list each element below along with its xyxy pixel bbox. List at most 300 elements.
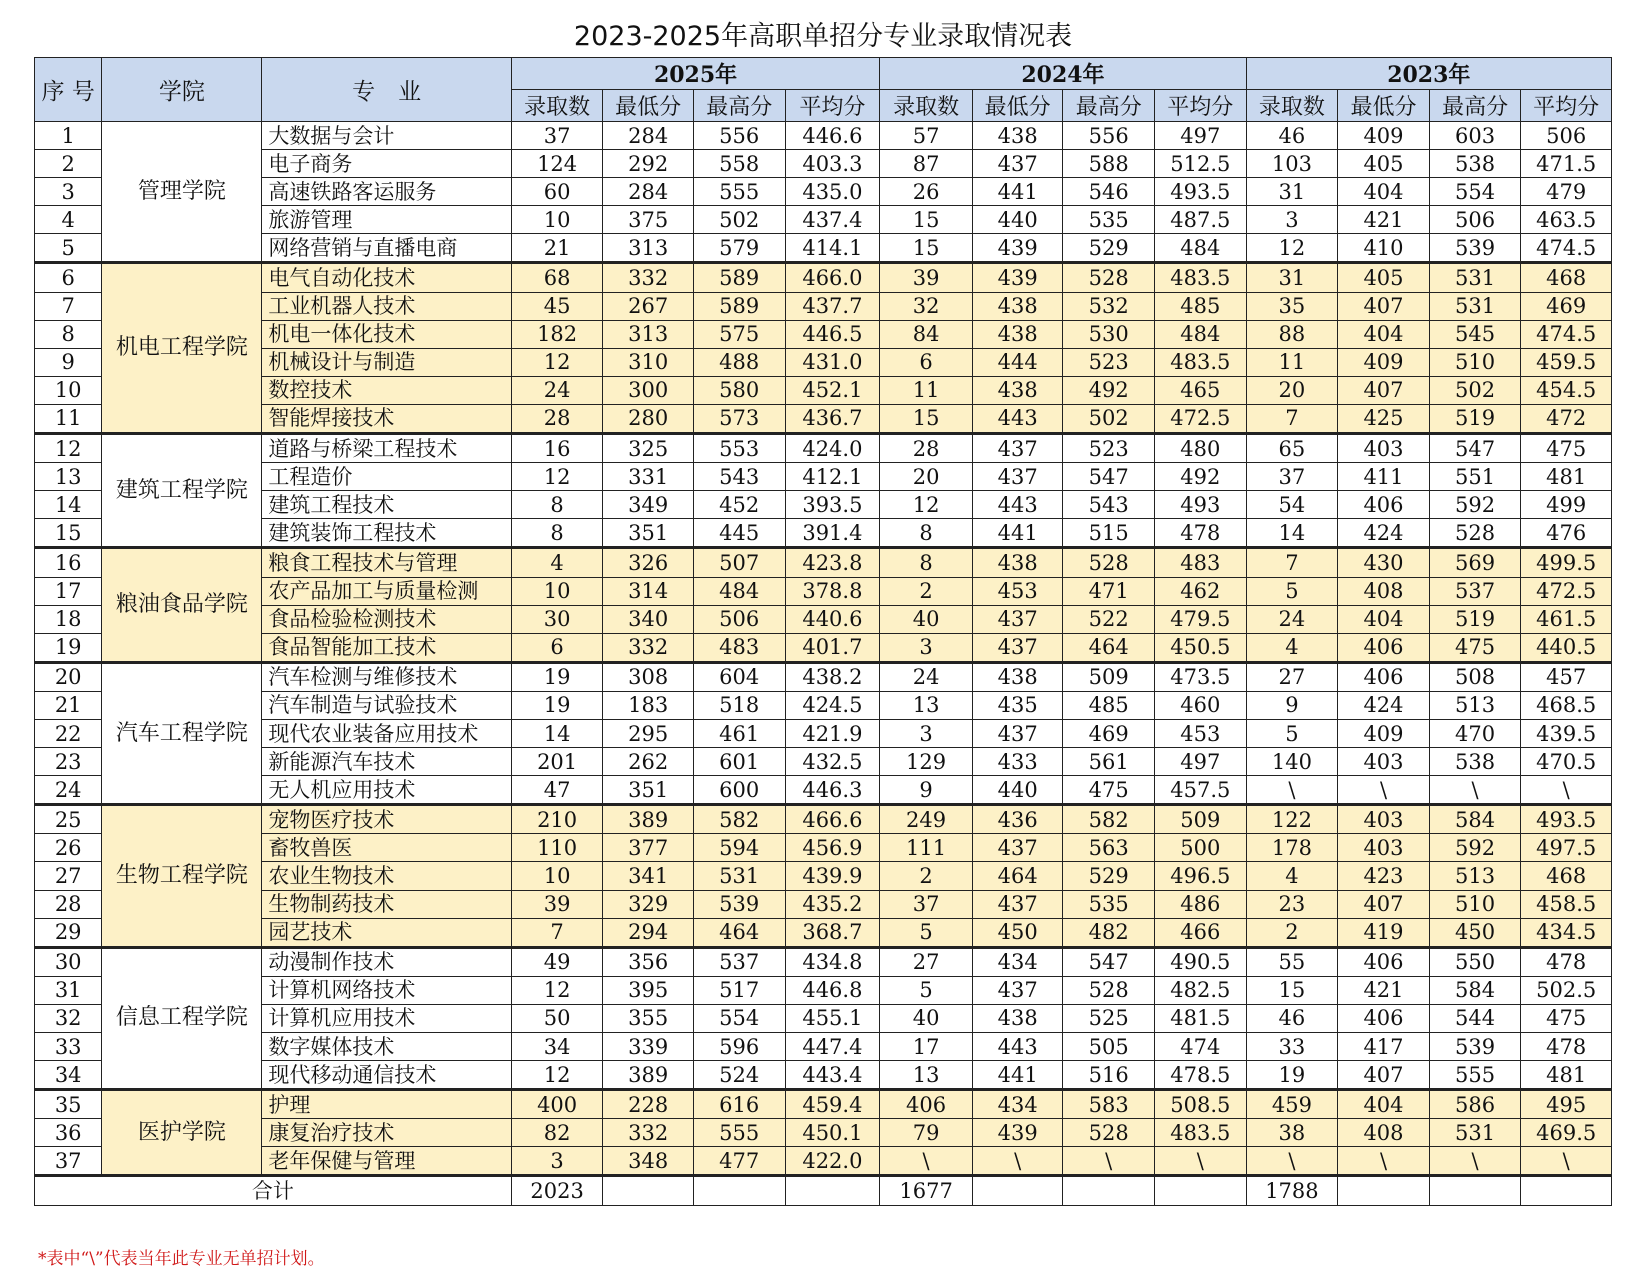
year-2025-max-score-cell: 580 xyxy=(693,376,785,404)
major-name: 数控技术 xyxy=(262,376,511,404)
year-2023-avg-score-cell: 470.5 xyxy=(1521,748,1612,776)
year-2024-max-score-cell: 522 xyxy=(1063,605,1155,633)
year-2025-max-score-cell: 589 xyxy=(693,263,785,292)
year-2024-avg-score-cell: 484 xyxy=(1155,234,1247,263)
year-2024-avg-score-cell: 484 xyxy=(1155,320,1247,348)
year-2024-avg-score-cell: 472.5 xyxy=(1155,404,1247,433)
row-index: 3 xyxy=(35,178,102,206)
year-2023-min-score-cell: 405 xyxy=(1338,263,1430,292)
year-2024-max-score-cell: 543 xyxy=(1063,491,1155,519)
total-label: 合计 xyxy=(35,1176,512,1205)
year-2024-max-score-cell: 582 xyxy=(1063,805,1155,834)
year-2025-admitted-cell: 37 xyxy=(511,122,603,150)
year-2024-max-score-cell: 485 xyxy=(1063,691,1155,719)
row-index: 23 xyxy=(35,748,102,776)
major-name: 计算机应用技术 xyxy=(262,1004,511,1032)
major-name: 旅游管理 xyxy=(262,206,511,234)
year-2024-admitted-cell: 3 xyxy=(880,719,973,747)
col-header-college: 学院 xyxy=(102,58,262,122)
year-2023-avg-score-cell: 478 xyxy=(1521,1033,1612,1061)
year-2025-max-score-cell: 558 xyxy=(693,150,785,178)
total-2025-empty xyxy=(693,1176,785,1205)
row-index: 24 xyxy=(35,776,102,805)
year-2024-avg-score-cell: 486 xyxy=(1155,890,1247,918)
major-name: 汽车制造与试验技术 xyxy=(262,691,511,719)
year-header-2025: 2025年 xyxy=(511,58,879,90)
year-2025-admitted-cell: 12 xyxy=(511,348,603,376)
year-2023-min-score-cell: 409 xyxy=(1338,348,1430,376)
year-2023-avg-score-cell: 475 xyxy=(1521,434,1612,463)
year-2024-avg-score-cell: 492 xyxy=(1155,463,1247,491)
year-2023-avg-score-cell: 461.5 xyxy=(1521,605,1612,633)
year-2025-avg-score-cell: 466.0 xyxy=(785,263,880,292)
year-2023-min-score-cell: 407 xyxy=(1338,292,1430,320)
year-2023-min-score-cell: 407 xyxy=(1338,1061,1430,1090)
year-2023-avg-score-cell: 476 xyxy=(1521,519,1612,548)
college-name: 机电工程学院 xyxy=(102,263,262,434)
year-2025-avg-score-cell: 424.5 xyxy=(785,691,880,719)
year-2025-min-score-cell: 351 xyxy=(603,519,694,548)
year-2023-max-score-cell: 539 xyxy=(1429,234,1521,263)
table-row xyxy=(35,263,1612,292)
year-2024-admitted-cell: 15 xyxy=(880,404,973,433)
year-2025-min-score-cell: 228 xyxy=(603,1090,694,1119)
year-2025-admitted-cell: 8 xyxy=(511,491,603,519)
row-index: 28 xyxy=(35,890,102,918)
year-2024-avg-score-cell: 462 xyxy=(1155,577,1247,605)
year-2025-avg-score-cell: 401.7 xyxy=(785,633,880,662)
year-2023-admitted-cell: 35 xyxy=(1246,292,1338,320)
col-header-admitted: 录取数 xyxy=(880,90,973,122)
year-2024-min-score-cell: 437 xyxy=(972,633,1063,662)
year-2024-min-score-cell: 438 xyxy=(972,1004,1063,1032)
year-2024-avg-score-cell: 485 xyxy=(1155,292,1247,320)
major-name: 现代农业装备应用技术 xyxy=(262,719,511,747)
year-2025-max-score-cell: 555 xyxy=(693,1119,785,1147)
year-2025-avg-score-cell: 432.5 xyxy=(785,748,880,776)
year-2024-avg-score-cell: 512.5 xyxy=(1155,150,1247,178)
year-2023-avg-score-cell: 459.5 xyxy=(1521,348,1612,376)
year-2024-min-score-cell: 440 xyxy=(972,776,1063,805)
college-name: 汽车工程学院 xyxy=(102,662,262,804)
year-2024-min-score-cell: 439 xyxy=(972,263,1063,292)
col-header-admitted: 录取数 xyxy=(511,90,603,122)
table-row xyxy=(35,234,1612,263)
year-2025-max-score-cell: 543 xyxy=(693,463,785,491)
year-2023-admitted-cell: 140 xyxy=(1246,748,1338,776)
year-2024-min-score-cell: 444 xyxy=(972,348,1063,376)
table-row xyxy=(35,918,1612,947)
year-2024-avg-score-cell: 453 xyxy=(1155,719,1247,747)
row-index: 29 xyxy=(35,918,102,947)
year-2024-min-score-cell: 443 xyxy=(972,1033,1063,1061)
year-2025-admitted-cell: 8 xyxy=(511,519,603,548)
year-2024-admitted-cell: 24 xyxy=(880,662,973,691)
year-2025-admitted-cell: 12 xyxy=(511,463,603,491)
year-2025-avg-score-cell: 391.4 xyxy=(785,519,880,548)
year-2023-min-score-cell: 424 xyxy=(1338,691,1430,719)
year-2025-min-score-cell: 308 xyxy=(603,662,694,691)
year-2024-min-score-cell: 437 xyxy=(972,719,1063,747)
year-2023-max-score-cell: \ xyxy=(1429,776,1521,805)
major-name: 动漫制作技术 xyxy=(262,947,511,976)
year-2025-admitted-cell: 12 xyxy=(511,1061,603,1090)
year-2023-avg-score-cell: 468 xyxy=(1521,263,1612,292)
year-2025-max-score-cell: 601 xyxy=(693,748,785,776)
year-2023-admitted-cell: 24 xyxy=(1246,605,1338,633)
year-2024-max-score-cell: 532 xyxy=(1063,292,1155,320)
year-2024-max-score-cell: 528 xyxy=(1063,548,1155,577)
year-2025-max-score-cell: 594 xyxy=(693,834,785,862)
table-row xyxy=(35,376,1612,404)
year-2024-admitted-cell: 8 xyxy=(880,519,973,548)
year-2024-min-score-cell: 441 xyxy=(972,1061,1063,1090)
table-row xyxy=(35,577,1612,605)
year-2023-min-score-cell: 430 xyxy=(1338,548,1430,577)
row-index: 16 xyxy=(35,548,102,577)
year-2025-min-score-cell: 314 xyxy=(603,577,694,605)
major-name: 数字媒体技术 xyxy=(262,1033,511,1061)
year-2024-min-score-cell: 435 xyxy=(972,691,1063,719)
year-2025-admitted-cell: 10 xyxy=(511,206,603,234)
college-name: 管理学院 xyxy=(102,122,262,263)
year-2025-admitted-cell: 28 xyxy=(511,404,603,433)
year-2025-admitted-cell: 82 xyxy=(511,1119,603,1147)
year-2025-min-score-cell: 332 xyxy=(603,1119,694,1147)
col-header-max-score: 最高分 xyxy=(1429,90,1521,122)
year-2024-min-score-cell: 440 xyxy=(972,206,1063,234)
year-2023-max-score-cell: 544 xyxy=(1429,1004,1521,1032)
row-index: 7 xyxy=(35,292,102,320)
year-2023-admitted-cell: 23 xyxy=(1246,890,1338,918)
year-2025-min-score-cell: 310 xyxy=(603,348,694,376)
major-name: 现代移动通信技术 xyxy=(262,1061,511,1090)
year-2024-admitted-cell: 406 xyxy=(880,1090,973,1119)
year-2024-max-score-cell: 464 xyxy=(1063,633,1155,662)
year-2023-max-score-cell: 510 xyxy=(1429,348,1521,376)
year-2025-min-score-cell: 284 xyxy=(603,178,694,206)
major-name: 计算机网络技术 xyxy=(262,976,511,1004)
year-2025-avg-score-cell: 435.2 xyxy=(785,890,880,918)
year-2023-admitted-cell: 33 xyxy=(1246,1033,1338,1061)
year-2023-avg-score-cell: 457 xyxy=(1521,662,1612,691)
year-2025-max-score-cell: 600 xyxy=(693,776,785,805)
row-index: 34 xyxy=(35,1061,102,1090)
year-2024-min-score-cell: 438 xyxy=(972,662,1063,691)
year-2023-min-score-cell: 423 xyxy=(1338,862,1430,890)
table-row xyxy=(35,348,1612,376)
year-2023-admitted-cell: 7 xyxy=(1246,548,1338,577)
year-2024-min-score-cell: 439 xyxy=(972,1119,1063,1147)
year-2025-admitted-cell: 4 xyxy=(511,548,603,577)
year-2024-admitted-cell: 40 xyxy=(880,605,973,633)
year-2023-max-score-cell: 586 xyxy=(1429,1090,1521,1119)
major-name: 宠物医疗技术 xyxy=(262,805,511,834)
year-2023-admitted-cell: 122 xyxy=(1246,805,1338,834)
year-2024-admitted-cell: 6 xyxy=(880,348,973,376)
year-2023-min-score-cell: 404 xyxy=(1338,605,1430,633)
year-2023-admitted-cell: 4 xyxy=(1246,633,1338,662)
year-2023-max-score-cell: 508 xyxy=(1429,662,1521,691)
year-2025-admitted-cell: 19 xyxy=(511,662,603,691)
year-2025-min-score-cell: 262 xyxy=(603,748,694,776)
row-index: 14 xyxy=(35,491,102,519)
table-row xyxy=(35,491,1612,519)
row-index: 5 xyxy=(35,234,102,263)
table-row xyxy=(35,862,1612,890)
year-2024-min-score-cell: 438 xyxy=(972,376,1063,404)
table-row xyxy=(35,463,1612,491)
year-2024-min-score-cell: 437 xyxy=(972,890,1063,918)
major-name: 粮食工程技术与管理 xyxy=(262,548,511,577)
year-2023-admitted-cell: 38 xyxy=(1246,1119,1338,1147)
year-2024-admitted-cell: \ xyxy=(880,1147,973,1176)
year-2024-max-score-cell: 509 xyxy=(1063,662,1155,691)
total-2024-admitted: 1677 xyxy=(880,1176,973,1205)
year-header-2024: 2024年 xyxy=(880,58,1246,90)
year-2024-max-score-cell: 563 xyxy=(1063,834,1155,862)
year-2024-max-score-cell: \ xyxy=(1063,1147,1155,1176)
year-2023-min-score-cell: 411 xyxy=(1338,463,1430,491)
year-2025-min-score-cell: 294 xyxy=(603,918,694,947)
col-header-index: 序 号 xyxy=(35,58,102,122)
year-2025-min-score-cell: 292 xyxy=(603,150,694,178)
year-2025-max-score-cell: 517 xyxy=(693,976,785,1004)
year-2024-max-score-cell: 528 xyxy=(1063,976,1155,1004)
year-2023-min-score-cell: 409 xyxy=(1338,122,1430,150)
college-name: 信息工程学院 xyxy=(102,947,262,1089)
table-row xyxy=(35,890,1612,918)
year-2024-min-score-cell: 437 xyxy=(972,976,1063,1004)
year-2023-avg-score-cell: 497.5 xyxy=(1521,834,1612,862)
major-name: 新能源汽车技术 xyxy=(262,748,511,776)
year-2024-avg-score-cell: 450.5 xyxy=(1155,633,1247,662)
year-2023-avg-score-cell: 469.5 xyxy=(1521,1119,1612,1147)
year-2025-max-score-cell: 575 xyxy=(693,320,785,348)
year-2025-max-score-cell: 555 xyxy=(693,178,785,206)
year-2024-avg-score-cell: 500 xyxy=(1155,834,1247,862)
col-header-min-score: 最低分 xyxy=(1338,90,1430,122)
year-2025-admitted-cell: 68 xyxy=(511,263,603,292)
table-row xyxy=(35,1090,1612,1119)
year-2024-avg-score-cell: 465 xyxy=(1155,376,1247,404)
major-name: 电气自动化技术 xyxy=(262,263,511,292)
year-2025-max-score-cell: 502 xyxy=(693,206,785,234)
major-name: 智能焊接技术 xyxy=(262,404,511,433)
year-2025-admitted-cell: 124 xyxy=(511,150,603,178)
year-2024-admitted-cell: 5 xyxy=(880,976,973,1004)
table-row xyxy=(35,519,1612,548)
year-2025-max-score-cell: 582 xyxy=(693,805,785,834)
year-2023-avg-score-cell: 471.5 xyxy=(1521,150,1612,178)
major-name: 道路与桥梁工程技术 xyxy=(262,434,511,463)
year-2025-min-score-cell: 313 xyxy=(603,320,694,348)
year-2023-admitted-cell: 20 xyxy=(1246,376,1338,404)
major-name: 园艺技术 xyxy=(262,918,511,947)
year-2025-min-score-cell: 329 xyxy=(603,890,694,918)
year-2024-admitted-cell: 17 xyxy=(880,1033,973,1061)
year-2024-admitted-cell: 249 xyxy=(880,805,973,834)
year-2025-max-score-cell: 537 xyxy=(693,947,785,976)
year-2024-avg-score-cell: 493 xyxy=(1155,491,1247,519)
year-2024-avg-score-cell: 483.5 xyxy=(1155,263,1247,292)
year-2025-max-score-cell: 604 xyxy=(693,662,785,691)
year-2024-min-score-cell: 436 xyxy=(972,805,1063,834)
year-2023-max-score-cell: 584 xyxy=(1429,805,1521,834)
year-2023-max-score-cell: 551 xyxy=(1429,463,1521,491)
year-2023-admitted-cell: 55 xyxy=(1246,947,1338,976)
year-2023-min-score-cell: 417 xyxy=(1338,1033,1430,1061)
year-2023-max-score-cell: 513 xyxy=(1429,691,1521,719)
row-index: 10 xyxy=(35,376,102,404)
year-2024-avg-score-cell: 457.5 xyxy=(1155,776,1247,805)
year-2024-min-score-cell: 437 xyxy=(972,150,1063,178)
year-2025-min-score-cell: 339 xyxy=(603,1033,694,1061)
year-2025-admitted-cell: 47 xyxy=(511,776,603,805)
year-2025-avg-score-cell: 446.5 xyxy=(785,320,880,348)
year-2023-min-score-cell: 404 xyxy=(1338,320,1430,348)
year-2025-admitted-cell: 14 xyxy=(511,719,603,747)
year-2023-min-score-cell: 419 xyxy=(1338,918,1430,947)
year-2023-max-score-cell: 569 xyxy=(1429,548,1521,577)
table-row xyxy=(35,434,1612,463)
col-header-min-score: 最低分 xyxy=(603,90,694,122)
table-row xyxy=(35,1147,1612,1176)
year-2024-avg-score-cell: 509 xyxy=(1155,805,1247,834)
college-name: 生物工程学院 xyxy=(102,805,262,947)
year-2023-max-score-cell: 547 xyxy=(1429,434,1521,463)
year-2024-min-score-cell: 438 xyxy=(972,320,1063,348)
year-2023-min-score-cell: 406 xyxy=(1338,1004,1430,1032)
year-2023-max-score-cell: 584 xyxy=(1429,976,1521,1004)
year-2025-min-score-cell: 341 xyxy=(603,862,694,890)
row-index: 35 xyxy=(35,1090,102,1119)
year-2024-avg-score-cell: \ xyxy=(1155,1147,1247,1176)
year-2025-admitted-cell: 110 xyxy=(511,834,603,862)
year-2023-min-score-cell: 403 xyxy=(1338,434,1430,463)
year-2025-min-score-cell: 326 xyxy=(603,548,694,577)
row-index: 1 xyxy=(35,122,102,150)
year-2025-avg-score-cell: 456.9 xyxy=(785,834,880,862)
year-2024-min-score-cell: 437 xyxy=(972,434,1063,463)
table-row xyxy=(35,122,1612,150)
year-2025-admitted-cell: 210 xyxy=(511,805,603,834)
year-2024-admitted-cell: 12 xyxy=(880,491,973,519)
year-2023-min-score-cell: 425 xyxy=(1338,404,1430,433)
year-2023-max-score-cell: 510 xyxy=(1429,890,1521,918)
year-2024-min-score-cell: 438 xyxy=(972,122,1063,150)
year-2023-avg-score-cell: 481 xyxy=(1521,1061,1612,1090)
year-2023-avg-score-cell: 454.5 xyxy=(1521,376,1612,404)
year-2024-max-score-cell: 515 xyxy=(1063,519,1155,548)
row-index: 30 xyxy=(35,947,102,976)
year-2024-max-score-cell: 561 xyxy=(1063,748,1155,776)
total-2023-empty xyxy=(1521,1176,1612,1205)
year-2023-admitted-cell: 46 xyxy=(1246,122,1338,150)
year-2024-max-score-cell: 502 xyxy=(1063,404,1155,433)
major-name: 电子商务 xyxy=(262,150,511,178)
row-index: 37 xyxy=(35,1147,102,1176)
year-2024-admitted-cell: 2 xyxy=(880,577,973,605)
year-2025-admitted-cell: 49 xyxy=(511,947,603,976)
total-2023-empty xyxy=(1429,1176,1521,1205)
major-name: 建筑装饰工程技术 xyxy=(262,519,511,548)
total-row xyxy=(35,1176,1612,1205)
year-2024-admitted-cell: 84 xyxy=(880,320,973,348)
year-2024-min-score-cell: 443 xyxy=(972,491,1063,519)
year-2025-avg-score-cell: 446.3 xyxy=(785,776,880,805)
table-row xyxy=(35,404,1612,433)
row-index: 17 xyxy=(35,577,102,605)
year-2025-avg-score-cell: 455.1 xyxy=(785,1004,880,1032)
year-2025-max-score-cell: 556 xyxy=(693,122,785,150)
major-name: 畜牧兽医 xyxy=(262,834,511,862)
year-2023-max-score-cell: 554 xyxy=(1429,178,1521,206)
year-2023-admitted-cell: 31 xyxy=(1246,178,1338,206)
year-2025-min-score-cell: 351 xyxy=(603,776,694,805)
row-index: 13 xyxy=(35,463,102,491)
year-2025-avg-score-cell: 422.0 xyxy=(785,1147,880,1176)
year-2024-min-score-cell: 441 xyxy=(972,178,1063,206)
year-header-2023: 2023年 xyxy=(1246,58,1611,90)
year-2025-admitted-cell: 50 xyxy=(511,1004,603,1032)
year-2023-admitted-cell: \ xyxy=(1246,776,1338,805)
row-index: 31 xyxy=(35,976,102,1004)
row-index: 12 xyxy=(35,434,102,463)
year-2024-max-score-cell: 547 xyxy=(1063,947,1155,976)
year-2024-min-score-cell: 453 xyxy=(972,577,1063,605)
year-2025-avg-score-cell: 423.8 xyxy=(785,548,880,577)
row-index: 21 xyxy=(35,691,102,719)
year-2024-admitted-cell: 39 xyxy=(880,263,973,292)
table-row xyxy=(35,976,1612,1004)
year-2023-min-score-cell: 404 xyxy=(1338,178,1430,206)
total-2023-empty xyxy=(1338,1176,1430,1205)
year-2024-max-score-cell: 492 xyxy=(1063,376,1155,404)
year-2025-admitted-cell: 21 xyxy=(511,234,603,263)
col-header-admitted: 录取数 xyxy=(1246,90,1338,122)
year-2024-avg-score-cell: 490.5 xyxy=(1155,947,1247,976)
year-2023-max-score-cell: 470 xyxy=(1429,719,1521,747)
year-2024-avg-score-cell: 474 xyxy=(1155,1033,1247,1061)
year-2025-min-score-cell: 389 xyxy=(603,805,694,834)
year-2025-avg-score-cell: 424.0 xyxy=(785,434,880,463)
year-2025-max-score-cell: 507 xyxy=(693,548,785,577)
year-2024-max-score-cell: 523 xyxy=(1063,348,1155,376)
table-row xyxy=(35,292,1612,320)
row-index: 6 xyxy=(35,263,102,292)
year-2023-max-score-cell: 531 xyxy=(1429,292,1521,320)
year-2023-avg-score-cell: 434.5 xyxy=(1521,918,1612,947)
year-2024-admitted-cell: 2 xyxy=(880,862,973,890)
col-header-avg-score: 平均分 xyxy=(1521,90,1612,122)
year-2023-max-score-cell: 519 xyxy=(1429,605,1521,633)
major-name: 农产品加工与质量检测 xyxy=(262,577,511,605)
year-2023-min-score-cell: \ xyxy=(1338,776,1430,805)
year-2024-avg-score-cell: 480 xyxy=(1155,434,1247,463)
year-2023-max-score-cell: 603 xyxy=(1429,122,1521,150)
year-2024-max-score-cell: 482 xyxy=(1063,918,1155,947)
year-2025-admitted-cell: 3 xyxy=(511,1147,603,1176)
major-name: 网络营销与直播电商 xyxy=(262,234,511,263)
row-index: 9 xyxy=(35,348,102,376)
year-2023-min-score-cell: 405 xyxy=(1338,150,1430,178)
row-index: 20 xyxy=(35,662,102,691)
year-2025-admitted-cell: 45 xyxy=(511,292,603,320)
year-2025-avg-score-cell: 431.0 xyxy=(785,348,880,376)
year-2023-admitted-cell: 19 xyxy=(1246,1061,1338,1090)
year-2024-admitted-cell: 9 xyxy=(880,776,973,805)
